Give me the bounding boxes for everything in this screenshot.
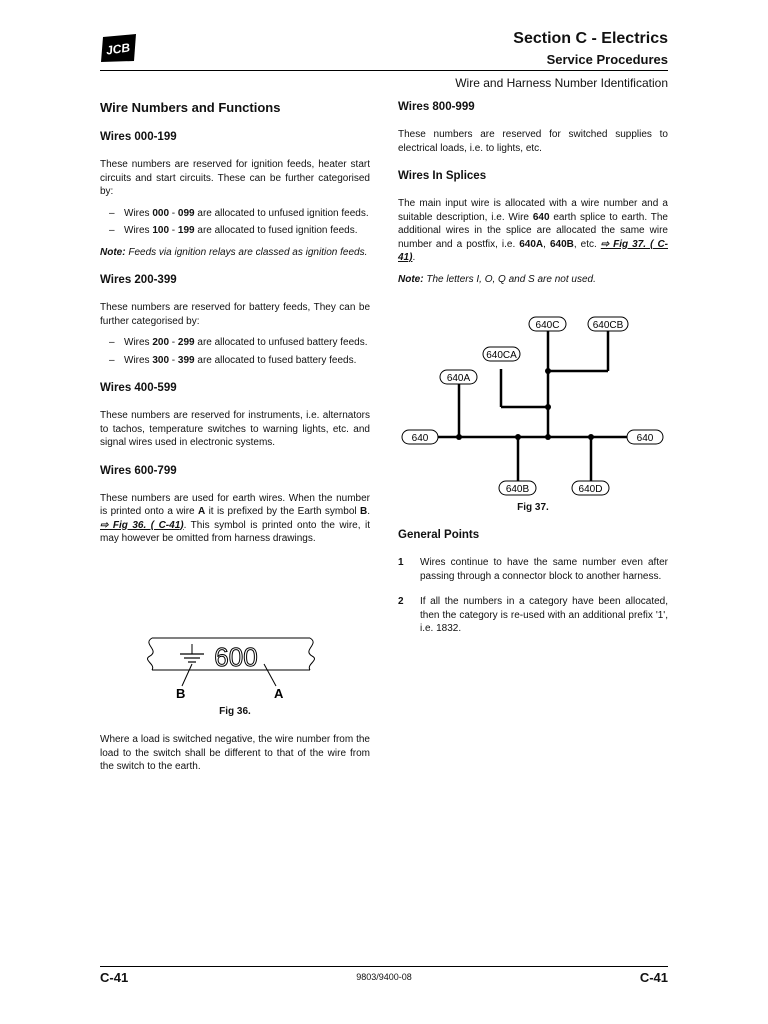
paragraph-load-switched: Where a load is switched negative, the wire number from the load to the switch shall be different to that of the wire from the switch to the earth. (100, 734, 370, 772)
heading-wires-600-799: Wires 600-799 (100, 464, 177, 477)
list-item: – Wires 200 - 299 are allocated to unfused battery feeds. (109, 337, 368, 348)
numbered-item: 1 Wires continue to have the same number even after passing through a connector block to another harness. (398, 557, 668, 582)
label-a: A (274, 686, 284, 701)
svg-text:640: 640 (411, 433, 429, 444)
numbered-item: 2 If all the numbers in a category have been allocated, then the category is re-used with an additional prefix '1', i.e. 1832. (398, 596, 668, 634)
list-item: – Wires 300 - 399 are allocated to fused battery feeds. (109, 354, 357, 366)
wire-label-640b (499, 481, 536, 495)
heading-wires-000-199: Wires 000-199 (100, 131, 177, 143)
fig36-wire-diagram (140, 630, 330, 705)
fig37-splice-diagram (398, 310, 698, 500)
wire-number: 600 (214, 642, 258, 672)
list-item: – Wires 000 - 099 are allocated to unfused ignition feeds. (109, 207, 369, 219)
note: Note: The letters I, O, Q and S are not used. (398, 273, 596, 285)
svg-text:640CB: 640CB (592, 320, 624, 331)
header-rule (100, 70, 668, 71)
svg-text:640CA: 640CA (486, 350, 517, 361)
page-number-left: C-41 (100, 970, 129, 985)
label-b: B (176, 686, 186, 701)
svg-text:640B: 640B (505, 484, 530, 495)
wire-label-640c (529, 317, 566, 331)
paragraph: These numbers are reserved for ignition feeds, heater start circuits and start circuits. These can be further categorised by: (100, 159, 370, 197)
main-heading: Wire Numbers and Functions (100, 100, 281, 115)
topic-title: Wire and Harness Number Identification (455, 76, 668, 90)
section-title: Section C - Electrics (513, 30, 668, 47)
document-number: 9803/9400-08 (356, 972, 412, 982)
jcb-logo (100, 33, 138, 63)
list-item: – Wires 100 - 199 are allocated to fused ignition feeds. (109, 225, 358, 236)
wire-label-640cb (588, 317, 628, 331)
paragraph: The main input wire is allocated with a wire number and a suitable description, i.e. Wire 640 earth splice to earth. The additional wires in the splice are allocated the same wire number and a postfix, i.e. 640A, 640B, etc. ⇨ Fig 37. ( C-41). (398, 198, 668, 263)
svg-text:640C: 640C (535, 320, 560, 331)
footer-rule (100, 966, 668, 967)
page-number-right: C-41 (639, 970, 668, 985)
paragraph: These numbers are reserved for battery feeds, They can be further categorised by: (100, 302, 370, 327)
heading-wires-in-splices: Wires In Splices (398, 170, 487, 182)
svg-text:640A: 640A (446, 373, 471, 384)
paragraph: These numbers are reserved for instruments, i.e. alternators to tachos, temperature switches to warning lights, etc. and signal wires used in electronic systems. (100, 410, 370, 448)
svg-text:640: 640 (636, 433, 654, 444)
left-column (100, 100, 370, 546)
wire-label-640ca (483, 347, 520, 361)
fig36-caption: Fig 36. (219, 706, 251, 717)
earth-symbol-icon (180, 644, 204, 662)
paragraph: These numbers are reserved for switched supplies to electrical loads, i.e. to lights, etc. (398, 129, 668, 154)
wire-label-640d (572, 481, 609, 495)
wire-label-640-input (402, 430, 438, 444)
paragraph: These numbers are used for earth wires. When the number is printed onto a wire A it is prefixed by the Earth symbol B. ⇨ Fig 36. ( C-41). This symbol is printed onto the wire, it may however be omitted from harness drawings. (100, 492, 370, 544)
wire-label-640-output (627, 430, 663, 444)
wire-label-640a (440, 370, 477, 384)
note: Note: Feeds via ignition relays are classed as ignition feeds. (100, 246, 368, 258)
fig37-link[interactable]: ⇨ Fig 37. ( C-41) (398, 238, 668, 263)
heading-wires-200-399: Wires 200-399 (100, 274, 177, 286)
heading-wires-400-599: Wires 400-599 (100, 382, 177, 394)
fig37-caption: Fig 37. (517, 502, 549, 513)
general-points (398, 528, 668, 636)
heading-wires-800-999: Wires 800-999 (398, 101, 475, 113)
svg-text:JCB: JCB (105, 40, 131, 58)
svg-text:640D: 640D (578, 484, 603, 495)
section-subtitle: Service Procedures (546, 52, 668, 67)
fig36-link[interactable]: ⇨ Fig 36. ( C-41) (100, 519, 184, 531)
right-column (398, 100, 668, 286)
heading-general-points: General Points (398, 529, 480, 541)
